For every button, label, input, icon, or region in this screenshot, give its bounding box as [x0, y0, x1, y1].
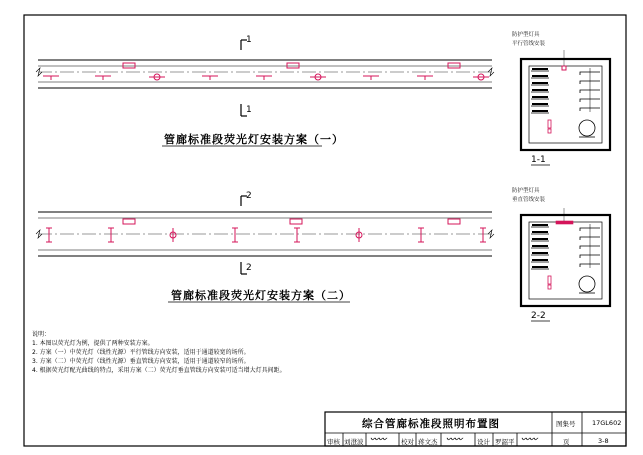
section-2-callout-line2: 垂直管线安装	[512, 197, 546, 203]
review-label: 审核	[327, 438, 340, 446]
checker-name: 蒋文杰	[418, 438, 438, 446]
page-label: 页	[563, 438, 570, 446]
design-label: 设计	[477, 438, 490, 446]
fluorescent-lamp-h	[256, 76, 272, 80]
emergency-lamp	[149, 74, 165, 80]
fluorescent-lamp-h	[363, 76, 379, 80]
fluorescent-lamp-v	[294, 228, 300, 242]
fluorescent-lamp-h	[417, 76, 433, 80]
lamp-box	[448, 63, 460, 68]
fluorescent-lamp-h	[202, 76, 218, 80]
section-1-callout-line1: 防护型灯具	[512, 32, 540, 38]
plan-2-lamps	[46, 219, 486, 242]
plan-2-title: 管廊标准段荧光灯安装方案（二）	[171, 289, 351, 302]
plan-1-section-mark-bottom: 1	[246, 105, 252, 115]
note-item: 3. 方案（二）中荧光灯（线性光源）垂直管线方向安装，适用于通道较窄的场所。	[32, 358, 250, 365]
emergency-lamp	[170, 228, 176, 242]
fluorescent-lamp-v	[418, 228, 424, 242]
lamp-box	[448, 219, 460, 224]
fluorescent-lamp-h	[43, 76, 59, 80]
plan-2-section-mark-bottom: 2	[246, 263, 252, 273]
plan-1-section-mark-top: 1	[246, 35, 252, 45]
note-item: 1. 本图以荧光灯为例，提供了两种安装方案。	[32, 340, 154, 347]
atlas-no: 17GL602	[592, 419, 622, 427]
fluorescent-lamp-v	[480, 228, 486, 242]
emergency-lamp	[473, 74, 489, 80]
reviewer-signature: 〰〰	[370, 434, 386, 444]
plan-1-title: 管廊标准段荧光灯安装方案（一）	[164, 133, 344, 146]
emergency-lamp	[310, 74, 326, 80]
fluorescent-lamp-v	[46, 228, 52, 242]
page-number: 3-8	[598, 437, 609, 445]
plan-2-section-mark-top: 2	[246, 191, 252, 201]
section-2-2-drawing	[521, 208, 610, 321]
section-1-callout-line2: 平行管线安装	[512, 41, 546, 47]
note-item: 2. 方案（一）中荧光灯（线性光源）平行管线方向安装，适用于通道较宽的场所。	[32, 349, 250, 356]
check-label: 校对	[401, 438, 414, 446]
fluorescent-lamp-v	[108, 228, 114, 242]
lamp-box	[287, 63, 299, 68]
notes-block	[32, 330, 286, 375]
section-2-callout-line1: 防护型灯具	[512, 188, 540, 194]
section-1-label: 1-1	[531, 155, 546, 165]
designer-signature: 〰〰	[521, 434, 537, 444]
drawing-title: 综合管廊标准段照明布置图	[362, 418, 500, 430]
designer-name: 罗韶平	[495, 438, 515, 446]
section-1-1-drawing	[521, 50, 610, 165]
notes-heading: 说明：	[32, 331, 51, 338]
sheet-frame	[24, 15, 626, 446]
fluorescent-lamp-v	[232, 228, 238, 242]
section-2-label: 2-2	[531, 311, 546, 321]
note-item: 4. 根据荧光灯配光曲线的特点，采用方案（二）荧光灯垂直管线方向安装可适当增大灯具间距。	[32, 367, 286, 374]
fluorescent-lamp-h	[95, 76, 111, 80]
atlas-no-label: 图集号	[556, 420, 576, 428]
emergency-lamp	[356, 228, 362, 242]
reviewer-name: 刘澄波	[344, 438, 364, 446]
lamp-box	[123, 63, 135, 68]
lamp-box	[290, 219, 302, 224]
plan-1-lamps	[43, 63, 489, 80]
lamp-box	[123, 219, 135, 224]
checker-signature: 〰〰	[446, 434, 462, 444]
